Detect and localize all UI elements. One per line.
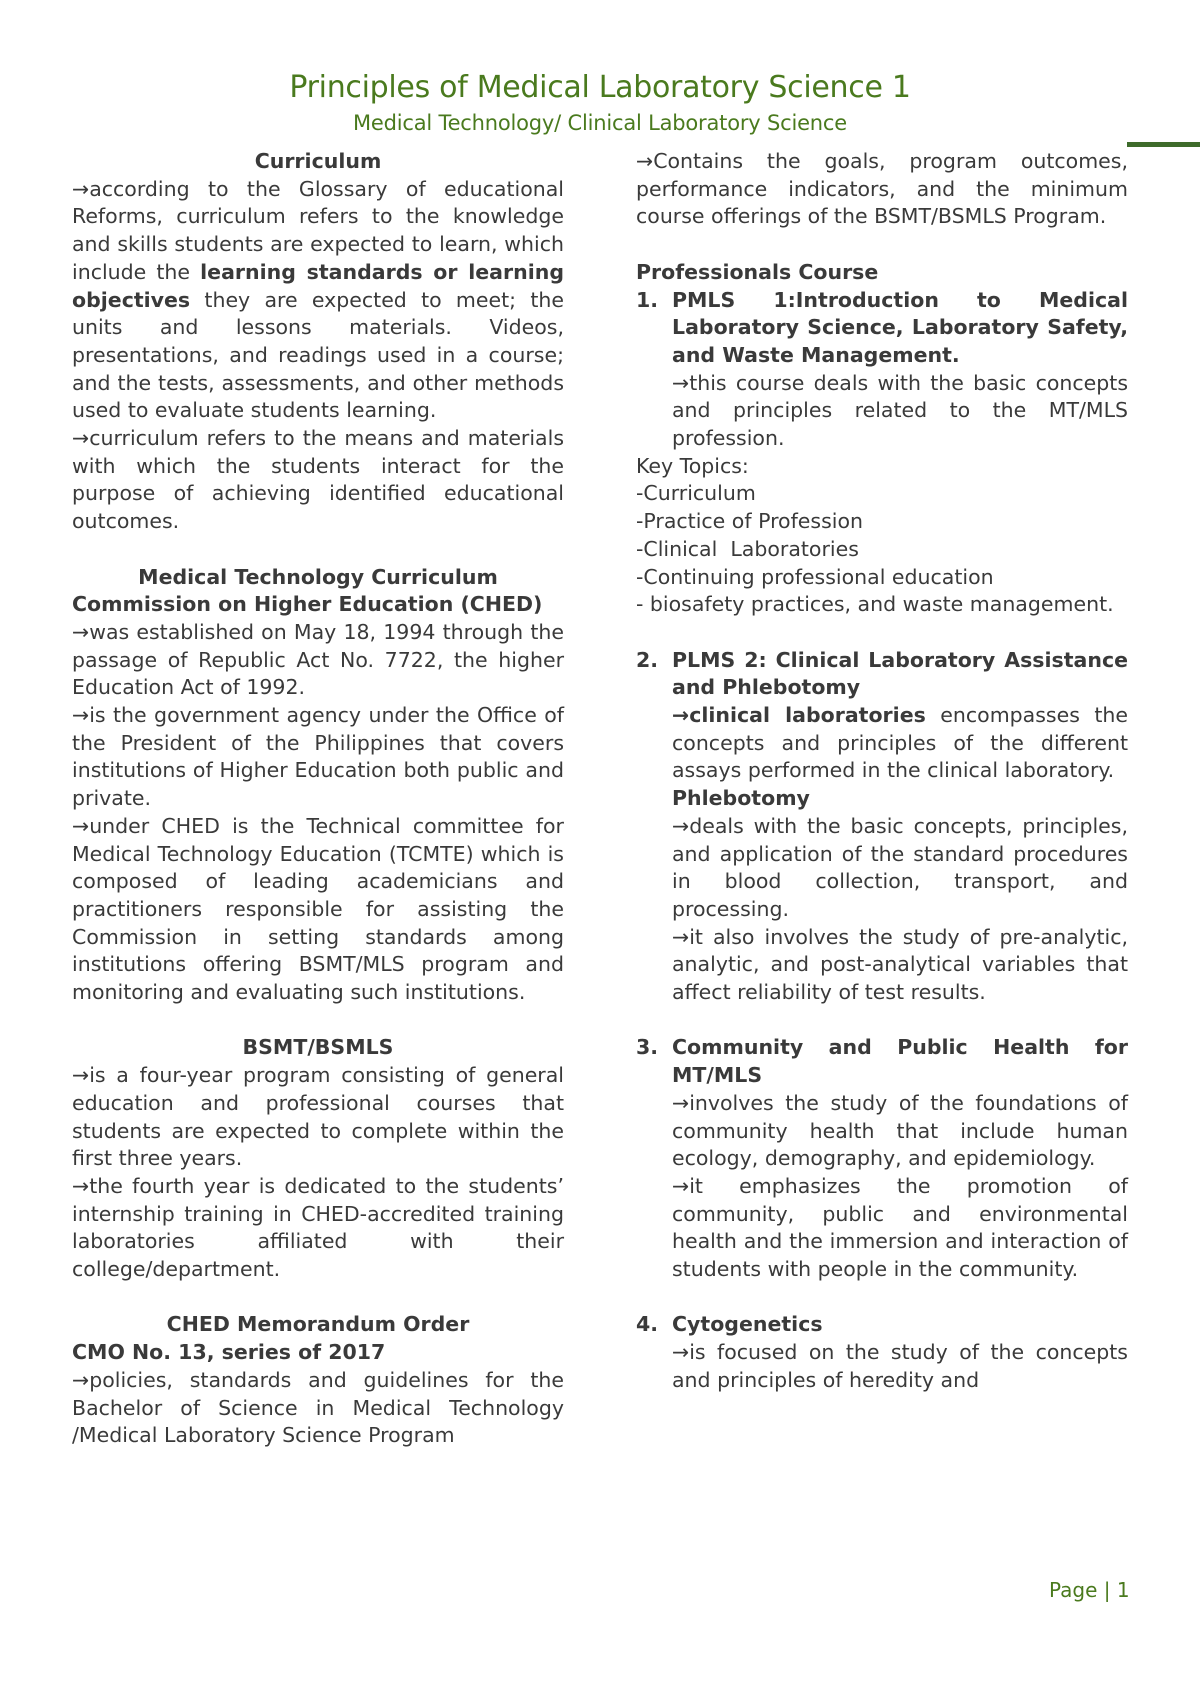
arrow-icon: → [636, 149, 654, 173]
course-description: →involves the study of the foundations of community health that include human ecology, demography, and epidemiology. [672, 1090, 1128, 1171]
arrow-icon: → [72, 619, 90, 644]
section-heading-medtech: Medical Technology Curriculum [138, 564, 498, 589]
arrow-icon: → [72, 1063, 90, 1088]
course-item-cytogenetics [636, 1311, 1128, 1394]
course-description: →it also involves the study of pre-analytic, analytic, and post-analytical variables that affect reliability of test results. [672, 924, 1128, 1005]
list-number: 3. [636, 1035, 659, 1060]
course-item-pmls1 [636, 287, 1128, 453]
course-description: →deals with the basic concepts, principles, and application of the standard procedures in blood collection, transport, and processing. [672, 813, 1128, 921]
header-rule [1127, 142, 1200, 147]
left-column [72, 148, 564, 1450]
key-topic-item: -Continuing professional education [636, 564, 994, 589]
arrow-icon: → [72, 176, 90, 201]
course-description: →clinical laboratories encompasses the concepts and principles of the different assays performed in the clinical laboratory. [672, 703, 1129, 783]
course-list [636, 1311, 1128, 1394]
key-topic-item: -Clinical Laboratories [636, 536, 859, 561]
arrow-icon: → [672, 370, 690, 395]
page-label: Page [1049, 1578, 1098, 1602]
section-heading-curriculum: Curriculum [254, 149, 382, 173]
ched-paragraph-1: →was established on May 18, 1994 through the passage of Republic Act No. 7722, the higher Education Act of 1992. [72, 619, 564, 700]
arrow-icon: → [72, 1367, 90, 1392]
key-topic-item: -Practice of Profession [636, 509, 864, 534]
arrow-icon: → [72, 1173, 90, 1198]
course-description: →this course deals with the basic concepts and principles related to the MT/MLS profession. [672, 370, 1128, 451]
page-separator: | [1103, 1578, 1111, 1602]
section-heading-bsmt: BSMT/BSMLS [242, 1035, 394, 1060]
document-subtitle: Medical Technology/ Clinical Laboratory Science [353, 111, 847, 135]
key-topic-item: -Curriculum [636, 481, 756, 506]
arrow-icon: → [72, 703, 90, 728]
cmo-contents-paragraph: →Contains the goals, program outcomes, performance indicators, and the minimum course offerings of the BSMT/BSMLS Program. [636, 149, 1128, 229]
key-topics-label: Key Topics: [636, 453, 749, 478]
course-description: →it emphasizes the promotion of community, public and environmental health and the immersion and interaction of students with people in the community. [672, 1173, 1128, 1282]
list-number: 2. [636, 647, 659, 672]
course-title: PLMS 2: Clinical Laboratory Assistance and Phlebotomy [672, 647, 1128, 700]
course-list [636, 1034, 1128, 1283]
arrow-icon: → [672, 1090, 690, 1115]
document-title: Principles of Medical Laboratory Science 1 [289, 70, 911, 105]
page-number-value: 1 [1116, 1578, 1130, 1602]
arrow-icon: → [672, 703, 690, 728]
course-item-community-health [636, 1034, 1128, 1283]
course-item-pmls2 [636, 647, 1128, 1007]
ched-paragraph-3: →under CHED is the Technical committee for Medical Technology Education (TCMTE) which is composed of leading academicians and practitioners responsible for assisting the Commission in setting standards among institutions offering BSMT/MLS program and monitoring and evaluating such institutions. [72, 813, 564, 1005]
course-list [636, 287, 1128, 453]
cmo-paragraph-1: →policies, standards and guidelines for the Bachelor of Science in Medical Technology /Medical Laboratory Science Program [72, 1367, 564, 1448]
course-list [636, 647, 1128, 1007]
course-description: →is focused on the study of the concepts and principles of heredity and [672, 1340, 1128, 1392]
curriculum-paragraph-2: →curriculum refers to the means and materials with which the students interact for the purpose of achieving identified educational outcomes. [72, 426, 564, 534]
bsmt-paragraph-1: →is a four-year program consisting of general education and professional courses that students are expected to complete within the first three years. [72, 1063, 564, 1171]
arrow-icon: → [72, 426, 90, 451]
list-number: 4. [636, 1312, 659, 1337]
ched-paragraph-2: →is the government agency under the Office of the President of the Philippines that covers institutions of Higher Education both public and private. [72, 703, 564, 811]
key-topic-item: - biosafety practices, and waste management. [636, 592, 1114, 617]
ched-subheading: Commission on Higher Education (CHED) [72, 592, 543, 617]
course-title: Cytogenetics [672, 1312, 823, 1337]
arrow-icon: → [672, 924, 690, 949]
arrow-icon: → [672, 1340, 690, 1365]
section-heading-professionals: Professionals Course [636, 259, 879, 284]
course-title: PMLS 1:Introduction to Medical Laboratory Science, Laboratory Safety, and Waste Management. [672, 287, 1128, 367]
bsmt-paragraph-2: →the fourth year is dedicated to the students’ internship training in CHED-accredited training laboratories affiliated with their college/department. [72, 1173, 564, 1282]
course-subheading: Phlebotomy [672, 786, 810, 811]
section-heading-cmo: CHED Memorandum Order [166, 1312, 470, 1337]
page-number [1049, 1578, 1130, 1602]
cmo-subheading: CMO No. 13, series of 2017 [72, 1340, 386, 1365]
course-title: Community and Public Health for MT/MLS [672, 1035, 1128, 1088]
arrow-icon: → [672, 1173, 690, 1198]
right-column [636, 148, 1128, 1395]
arrow-icon: → [672, 813, 690, 838]
arrow-icon: → [72, 813, 90, 838]
curriculum-paragraph-1: →according to the Glossary of educational Reforms, curriculum refers to the knowledge and skills students are expected to learn, which include the learning standards or learning objectives they are expected to meet; the units and lessons materials. Videos, presentations, and readings used in a course; and the tests, assessments, and other methods used to evaluate students learning. [72, 176, 565, 423]
list-number: 1. [636, 287, 659, 312]
